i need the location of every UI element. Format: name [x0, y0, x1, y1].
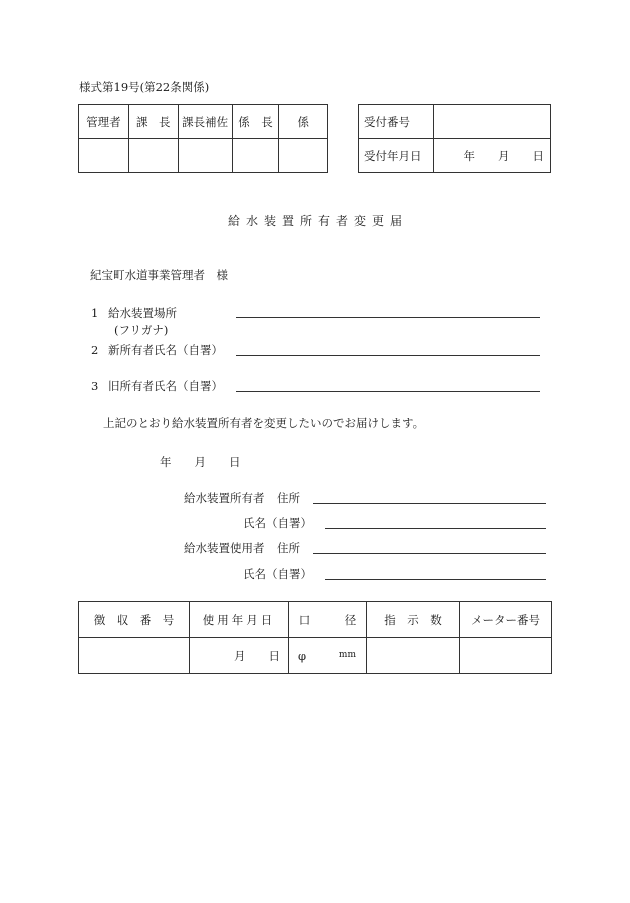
owner-label: 給水装置所有者	[184, 491, 265, 505]
receipt-date-value: 年 月 日	[434, 139, 551, 173]
reading-cell	[367, 638, 460, 674]
item1-field-line[interactable]	[236, 317, 540, 318]
receipt-table	[358, 104, 551, 173]
receipt-date-label: 受付年月日	[359, 139, 434, 173]
furigana-label: (フリガナ)	[114, 323, 169, 337]
header-collection-number: 徴 収 番 号	[79, 602, 190, 638]
phi-symbol: φ	[298, 649, 307, 663]
submission-date: 年 月 日	[160, 455, 241, 469]
mm-unit: mm	[338, 650, 356, 660]
approval-header-staff: 係	[279, 105, 328, 139]
owner-name-line[interactable]	[325, 528, 546, 529]
collection-number-cell	[79, 638, 190, 674]
user-address-line[interactable]	[313, 553, 546, 554]
approval-header-section-chief: 課 長	[128, 105, 178, 139]
item2-number: 2	[91, 343, 99, 357]
user-name-label: 氏名（自署）	[243, 567, 312, 581]
usage-date-cell: 月 日	[190, 638, 289, 674]
approval-stamp-cell	[232, 139, 279, 173]
approval-header-manager: 管理者	[79, 105, 129, 139]
approval-table	[78, 104, 328, 173]
item3-number: 3	[91, 379, 99, 393]
user-name-line[interactable]	[325, 579, 546, 580]
meter-number-cell	[460, 638, 552, 674]
user-address-label: 住所	[277, 541, 300, 555]
owner-address-label: 住所	[277, 491, 300, 505]
header-meter-number: メーター番号	[460, 602, 552, 638]
header-usage-date: 使用年月日	[190, 602, 289, 638]
meter-table	[78, 601, 552, 674]
addressee: 紀宝町水道事業管理者 様	[90, 268, 228, 282]
receipt-number-label: 受付番号	[359, 105, 434, 139]
item1-number: 1	[91, 306, 99, 320]
header-diameter: 口 径	[289, 602, 367, 638]
approval-stamp-cell	[279, 139, 328, 173]
approval-stamp-cell	[79, 139, 129, 173]
diameter-cell	[289, 638, 367, 674]
approval-stamp-cell	[178, 139, 232, 173]
owner-address-line[interactable]	[313, 503, 546, 504]
item3-field-line[interactable]	[236, 391, 540, 392]
header-reading: 指 示 数	[367, 602, 460, 638]
form-label: 様式第19号(第22条関係)	[79, 80, 210, 94]
user-label: 給水装置使用者	[184, 541, 265, 555]
approval-header-subsection-chief: 係 長	[232, 105, 279, 139]
approval-stamp-cell	[128, 139, 178, 173]
statement-text: 上記のとおり給水装置所有者を変更したいのでお届けします。	[103, 416, 425, 430]
item2-field-line[interactable]	[236, 355, 540, 356]
owner-name-label: 氏名（自署）	[243, 516, 312, 530]
page-title: 給水装置所有者変更届	[228, 214, 409, 228]
item1-label: 給水装置場所	[108, 306, 177, 320]
item3-label: 旧所有者氏名（自署）	[108, 379, 223, 393]
item2-label: 新所有者氏名（自署）	[108, 343, 223, 357]
receipt-number-value	[434, 105, 551, 139]
approval-header-deputy-chief: 課長補佐	[178, 105, 232, 139]
